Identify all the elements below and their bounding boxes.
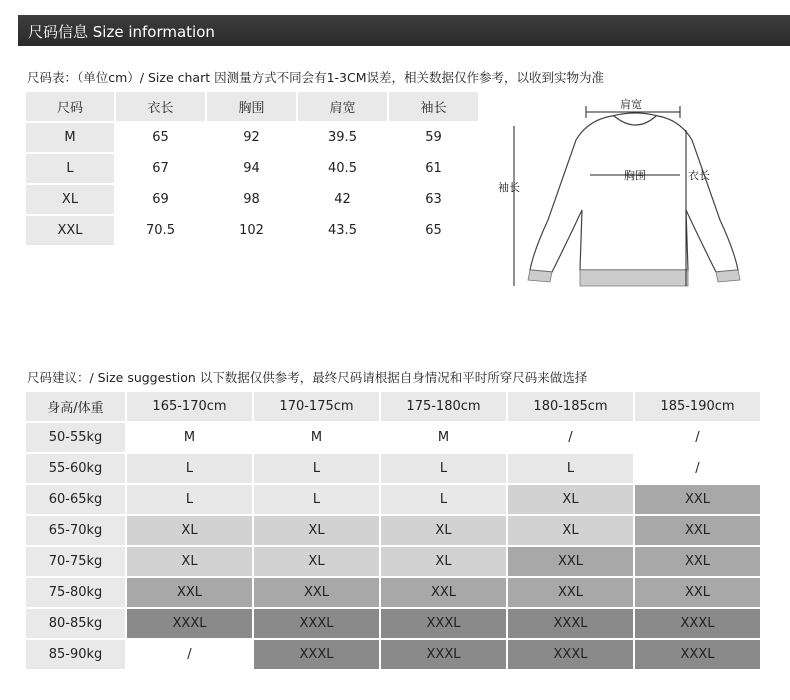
table-cell: M (127, 423, 252, 452)
size-chart-table (24, 90, 480, 247)
table-row (26, 578, 760, 607)
table-row (26, 454, 760, 483)
table-row (26, 485, 760, 514)
table-cell: XL (381, 516, 506, 545)
table-cell: XXXL (635, 609, 760, 638)
size-label: L (26, 154, 114, 183)
table-cell: XXXL (381, 609, 506, 638)
table-cell: 67 (116, 154, 205, 183)
table-cell: XXL (381, 578, 506, 607)
table-row (26, 154, 478, 183)
header-height-range: 185-190cm (635, 392, 760, 421)
table-cell: XL (127, 547, 252, 576)
table-cell: XXL (635, 516, 760, 545)
size-suggestion-note: 尺码建议：/ Size suggestion 以下数据仅供参考，最终尺码请根据自身情况和平时所穿尺码来做选择 (27, 370, 588, 385)
table-cell: XXXL (254, 640, 379, 669)
table-cell: 59 (389, 123, 478, 152)
table-row (26, 216, 478, 245)
table-cell: 65 (389, 216, 478, 245)
table-cell: L (381, 485, 506, 514)
table-cell: XL (381, 547, 506, 576)
header-chest: 胸围 (207, 92, 296, 121)
shoulder-label: 肩宽 (620, 98, 642, 111)
header-height-range: 165-170cm (127, 392, 252, 421)
table-cell: XL (508, 485, 633, 514)
section-title: 尺码信息 Size information (28, 23, 215, 41)
header-length: 衣长 (116, 92, 205, 121)
header-size: 尺码 (26, 92, 114, 121)
table-row (26, 423, 760, 452)
section-header (18, 15, 790, 46)
size-label: XXL (26, 216, 114, 245)
table-cell: XL (254, 547, 379, 576)
table-cell: XXL (254, 578, 379, 607)
table-cell: XXL (635, 485, 760, 514)
table-cell: 43.5 (298, 216, 387, 245)
size-suggestion-table (24, 390, 762, 671)
weight-label: 70-75kg (26, 547, 125, 576)
table-cell: XL (127, 516, 252, 545)
hem-rib-shape (580, 270, 688, 286)
header-sleeve: 袖长 (389, 92, 478, 121)
table-row (26, 609, 760, 638)
sweater-body-shape (530, 113, 738, 272)
table-cell: XXXL (381, 640, 506, 669)
table-cell: XL (508, 516, 633, 545)
table-cell: / (508, 423, 633, 452)
table-cell: 102 (207, 216, 296, 245)
table-cell: 61 (389, 154, 478, 183)
table-row (26, 640, 760, 669)
table-cell: XXL (508, 547, 633, 576)
table-cell: 92 (207, 123, 296, 152)
weight-label: 65-70kg (26, 516, 125, 545)
table-cell: XXXL (635, 640, 760, 669)
suggestion-header-row (26, 392, 760, 421)
table-row (26, 547, 760, 576)
table-cell: L (508, 454, 633, 483)
header-height-range: 170-175cm (254, 392, 379, 421)
left-cuff-shape (528, 270, 552, 282)
table-cell: XXXL (254, 609, 379, 638)
table-cell: 39.5 (298, 123, 387, 152)
table-cell: XXL (127, 578, 252, 607)
table-cell: XXL (635, 578, 760, 607)
table-cell: XL (254, 516, 379, 545)
table-row (26, 185, 478, 214)
sweater-measurement-diagram (490, 90, 770, 310)
table-cell: L (254, 485, 379, 514)
table-cell: XXXL (127, 609, 252, 638)
table-cell: XXXL (508, 609, 633, 638)
table-row (26, 516, 760, 545)
table-cell: M (381, 423, 506, 452)
weight-label: 60-65kg (26, 485, 125, 514)
sleeve-label: 袖长 (498, 181, 520, 194)
table-cell: M (254, 423, 379, 452)
size-label: M (26, 123, 114, 152)
header-height-range: 180-185cm (508, 392, 633, 421)
table-cell: L (127, 485, 252, 514)
table-cell: L (127, 454, 252, 483)
table-cell: XXL (508, 578, 633, 607)
table-cell: 69 (116, 185, 205, 214)
table-cell: L (381, 454, 506, 483)
table-cell: 42 (298, 185, 387, 214)
table-cell: 40.5 (298, 154, 387, 183)
table-cell: XXXL (508, 640, 633, 669)
weight-label: 50-55kg (26, 423, 125, 452)
size-label: XL (26, 185, 114, 214)
table-cell: / (127, 640, 252, 669)
table-cell: 98 (207, 185, 296, 214)
table-cell: L (254, 454, 379, 483)
table-cell: XXL (635, 547, 760, 576)
table-cell: 70.5 (116, 216, 205, 245)
header-shoulder: 肩宽 (298, 92, 387, 121)
table-cell: / (635, 423, 760, 452)
table-cell: / (635, 454, 760, 483)
weight-label: 85-90kg (26, 640, 125, 669)
length-label: 衣长 (688, 169, 710, 182)
header-height-weight: 身高/体重 (26, 392, 125, 421)
size-chart-header-row (26, 92, 478, 121)
size-chart-note: 尺码表：（单位cm）/ Size chart 因测量方式不同会有1-3CM误差，相关数据仅作参考，以收到实物为准 (27, 70, 605, 85)
right-cuff-shape (716, 270, 740, 282)
header-height-range: 175-180cm (381, 392, 506, 421)
chest-label: 胸围 (624, 169, 646, 182)
table-cell: 63 (389, 185, 478, 214)
weight-label: 55-60kg (26, 454, 125, 483)
weight-label: 75-80kg (26, 578, 125, 607)
table-cell: 65 (116, 123, 205, 152)
table-row (26, 123, 478, 152)
weight-label: 80-85kg (26, 609, 125, 638)
table-cell: 94 (207, 154, 296, 183)
